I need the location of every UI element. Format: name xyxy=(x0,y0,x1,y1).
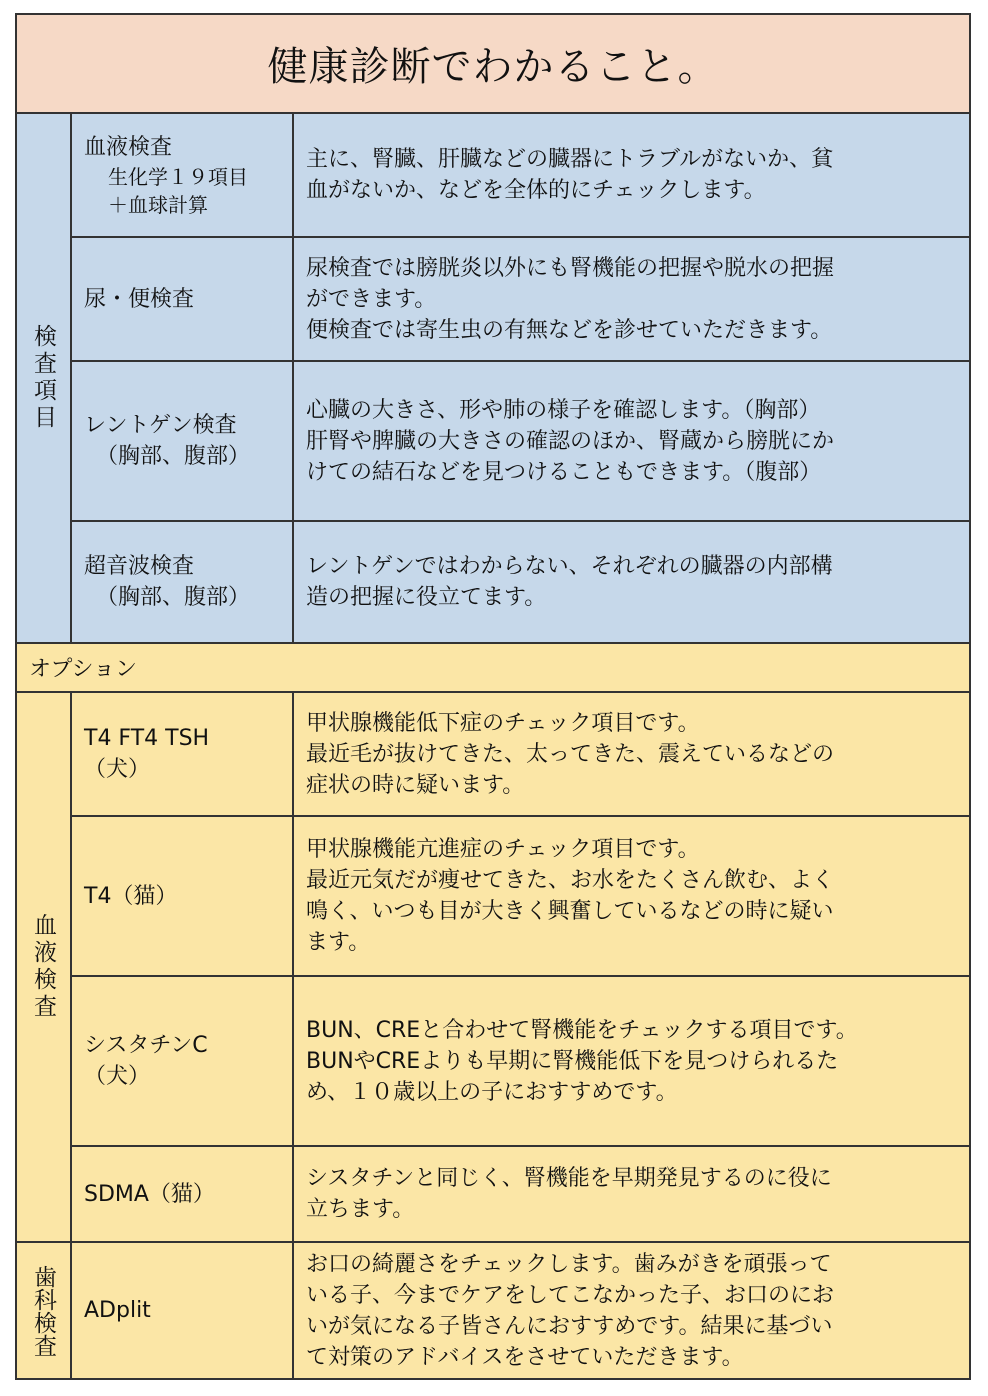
blood-category-cell xyxy=(17,693,72,1241)
option-row-name xyxy=(72,1147,294,1241)
desc-line: 便検査では寄生虫の有無などを診せていただきます。 xyxy=(306,317,833,343)
blood-category-label: 血液検査 xyxy=(30,913,56,1021)
option-name-detail: （犬） xyxy=(84,757,151,782)
exam-section xyxy=(17,114,969,642)
option-row-sdma xyxy=(72,1147,969,1243)
exam-description xyxy=(294,238,969,360)
exam-description xyxy=(294,362,969,520)
option-row-t4-cat xyxy=(72,817,969,977)
exam-row-name xyxy=(72,522,294,642)
option-description xyxy=(294,693,969,815)
desc-line: シスタチンと同じく、腎機能を早期発見するのに役に xyxy=(306,1166,832,1191)
desc-line: いる子、今までケアをしてこなかった子、お口のにお xyxy=(306,1282,835,1308)
option-description xyxy=(294,977,969,1145)
option-row-name xyxy=(72,693,294,815)
exam-row-ultrasound xyxy=(72,522,969,642)
exam-category-label: 検査項目 xyxy=(30,324,56,432)
desc-line: けての結石などを見つけることもできます。（腹部） xyxy=(306,459,822,485)
desc-line: 甲状腺機能低下症のチェック項目です。 xyxy=(306,710,700,736)
dental-category-label: 歯科検査 xyxy=(30,1264,56,1357)
desc-line: 心臓の大きさ、形や肺の様子を確認します。（胸部） xyxy=(306,397,821,423)
option-description xyxy=(294,1147,969,1241)
desc-line: レントゲンではわからない、それぞれの臓器の内部構 xyxy=(306,554,833,579)
exam-name-detail: （胸部、腹部） xyxy=(96,585,251,610)
exam-row-xray xyxy=(72,362,969,522)
option-name-detail: （犬） xyxy=(84,1064,151,1089)
option-name: SDMA（猫） xyxy=(84,1181,215,1207)
option-description xyxy=(294,817,969,975)
desc-line: いが気になる子皆さんにおすすめです。結果に基づい xyxy=(306,1313,833,1339)
exam-row-urine-stool xyxy=(72,238,969,362)
desc-line: 最近元気だが痩せてきた、お水をたくさん飲む、よく xyxy=(306,868,835,893)
desc-line: お口の綺麗さをチェックします。歯みがきを頑張って xyxy=(306,1251,832,1277)
exam-name: 超音波検査 xyxy=(84,554,195,579)
option-name: シスタチンC xyxy=(84,1033,208,1058)
option-row-cystatin-c xyxy=(72,977,969,1147)
option-row-t4-dog xyxy=(72,693,969,817)
exam-description xyxy=(294,522,969,642)
exam-category-cell xyxy=(17,114,72,642)
exam-row-blood xyxy=(72,114,969,238)
option-header xyxy=(17,642,969,693)
exam-sub: 生化学１９項目 xyxy=(108,164,248,189)
option-name: ADplit xyxy=(84,1298,151,1323)
exam-description xyxy=(294,114,969,236)
option-description xyxy=(294,1243,969,1378)
desc-line: 肝腎や脾臓の大きさの確認のほか、腎蔵から膀胱にか xyxy=(306,428,835,454)
page-title: 健康診断でわかること。 xyxy=(17,15,969,114)
option-row-name xyxy=(72,977,294,1145)
desc-line: 造の把握に役立てます。 xyxy=(306,585,547,610)
option-name: T4 FT4 TSH xyxy=(84,726,210,751)
desc-line: 鳴く、いつも目が大きく興奮しているなどの時に疑い xyxy=(306,899,834,924)
exam-name: 尿・便検査 xyxy=(84,286,195,312)
dental-category-cell xyxy=(17,1243,72,1378)
exam-sub: ＋血球計算 xyxy=(108,192,208,217)
exam-name: レントゲン検査 xyxy=(84,413,237,438)
desc-line: 血がないか、などを全体的にチェックします。 xyxy=(306,178,766,203)
desc-line: ます。 xyxy=(306,930,371,955)
option-row-name xyxy=(72,1243,294,1378)
exam-row-name xyxy=(72,362,294,520)
desc-line: て対策のアドバイスをさせていただきます。 xyxy=(306,1344,744,1370)
desc-line: BUNやCREよりも早期に腎機能低下を見つけられるた xyxy=(306,1048,839,1074)
desc-line: BUN、CREと合わせて腎機能をチェックする項目です。 xyxy=(306,1017,858,1043)
desc-line: 尿検査では膀胱炎以外にも腎機能の把握や脱水の把握 xyxy=(306,255,835,281)
option-row-adplit xyxy=(72,1243,969,1378)
desc-line: ができます。 xyxy=(306,286,437,312)
exam-name: 血液検査 xyxy=(84,134,173,160)
exam-row-name xyxy=(72,238,294,360)
desc-line: 甲状腺機能亢進症のチェック項目です。 xyxy=(306,837,700,862)
desc-line: 症状の時に疑います。 xyxy=(306,772,525,798)
option-name: T4（猫） xyxy=(84,883,178,909)
desc-line: 立ちます。 xyxy=(306,1197,415,1222)
option-section xyxy=(17,693,969,1378)
exam-row-name xyxy=(72,114,294,236)
health-check-table xyxy=(15,13,971,1380)
desc-line: め、１０歳以上の子におすすめです。 xyxy=(306,1079,678,1105)
option-row-name xyxy=(72,817,294,975)
option-label: オプション xyxy=(29,657,138,682)
desc-line: 主に、腎臓、肝臓などの臓器にトラブルがないか、貧 xyxy=(306,147,834,172)
exam-name-detail: （胸部、腹部） xyxy=(96,444,251,469)
desc-line: 最近毛が抜けてきた、太ってきた、震えているなどの xyxy=(306,741,835,767)
